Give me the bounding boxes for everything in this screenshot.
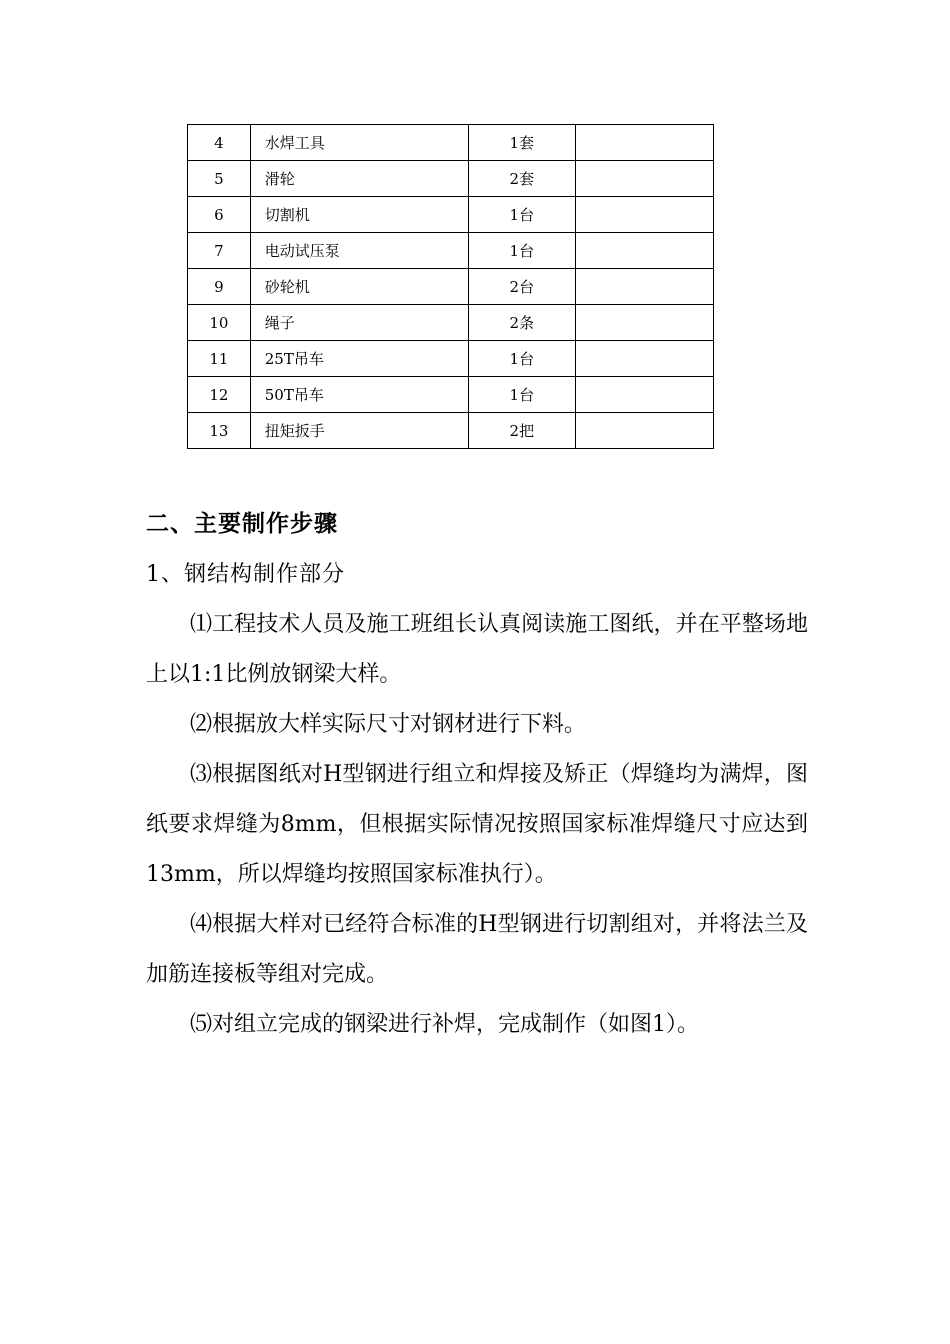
cell-name: 25T吊车: [250, 341, 468, 377]
table-row: [188, 377, 714, 413]
cell-note: [575, 377, 713, 413]
cell-number: 12: [188, 377, 251, 413]
cell-note: [575, 341, 713, 377]
cell-name: 滑轮: [250, 161, 468, 197]
cell-note: [575, 197, 713, 233]
cell-note: [575, 161, 713, 197]
cell-name: 砂轮机: [250, 269, 468, 305]
cell-quantity: 1台: [468, 341, 575, 377]
cell-name: 电动试压泵: [250, 233, 468, 269]
cell-name: 50T吊车: [250, 377, 468, 413]
table-row: [188, 161, 714, 197]
cell-name: 切割机: [250, 197, 468, 233]
cell-quantity: 1台: [468, 233, 575, 269]
cell-note: [575, 269, 713, 305]
cell-number: 11: [188, 341, 251, 377]
cell-number: 10: [188, 305, 251, 341]
paragraph-1: ⑴工程技术人员及施工班组长认真阅读施工图纸，并在平整场地上以1:1比例放钢梁大样。: [146, 612, 808, 687]
cell-note: [575, 413, 713, 449]
cell-quantity: 1台: [468, 377, 575, 413]
body-text: [146, 600, 808, 1050]
table-row: [188, 125, 714, 161]
paragraph-2: ⑵根据放大样实际尺寸对钢材进行下料。: [190, 712, 587, 737]
cell-quantity: 2套: [468, 161, 575, 197]
table-row: [188, 233, 714, 269]
cell-quantity: 1套: [468, 125, 575, 161]
cell-number: 7: [188, 233, 251, 269]
cell-name: 扭矩扳手: [250, 413, 468, 449]
cell-number: 5: [188, 161, 251, 197]
table-row: [188, 305, 714, 341]
cell-name: 水焊工具: [250, 125, 468, 161]
cell-note: [575, 125, 713, 161]
subsection-title: 1、钢结构制作部分: [146, 562, 345, 587]
cell-quantity: 2条: [468, 305, 575, 341]
cell-number: 13: [188, 413, 251, 449]
cell-number: 9: [188, 269, 251, 305]
paragraph-3: ⑶根据图纸对H型钢进行组立和焊接及矫正（焊缝均为满焊，图纸要求焊缝为8mm，但根据实际情况按照国家标准焊缝尺寸应达到13mm，所以焊缝均按照国家标准执行）。: [146, 762, 808, 887]
cell-number: 6: [188, 197, 251, 233]
equipment-table: [187, 124, 714, 449]
cell-number: 4: [188, 125, 251, 161]
paragraph-5: ⑸对组立完成的钢梁进行补焊，完成制作（如图1）。: [190, 1012, 699, 1037]
table-row: [188, 413, 714, 449]
table-row: [188, 341, 714, 377]
cell-quantity: 2台: [468, 269, 575, 305]
section-title: 二、主要制作步骤: [146, 511, 338, 537]
cell-quantity: 2把: [468, 413, 575, 449]
cell-name: 绳子: [250, 305, 468, 341]
cell-note: [575, 305, 713, 341]
cell-note: [575, 233, 713, 269]
cell-quantity: 1台: [468, 197, 575, 233]
table-row: [188, 197, 714, 233]
table-row: [188, 269, 714, 305]
paragraph-4: ⑷根据大样对已经符合标准的H型钢进行切割组对，并将法兰及加筋连接板等组对完成。: [146, 912, 808, 987]
